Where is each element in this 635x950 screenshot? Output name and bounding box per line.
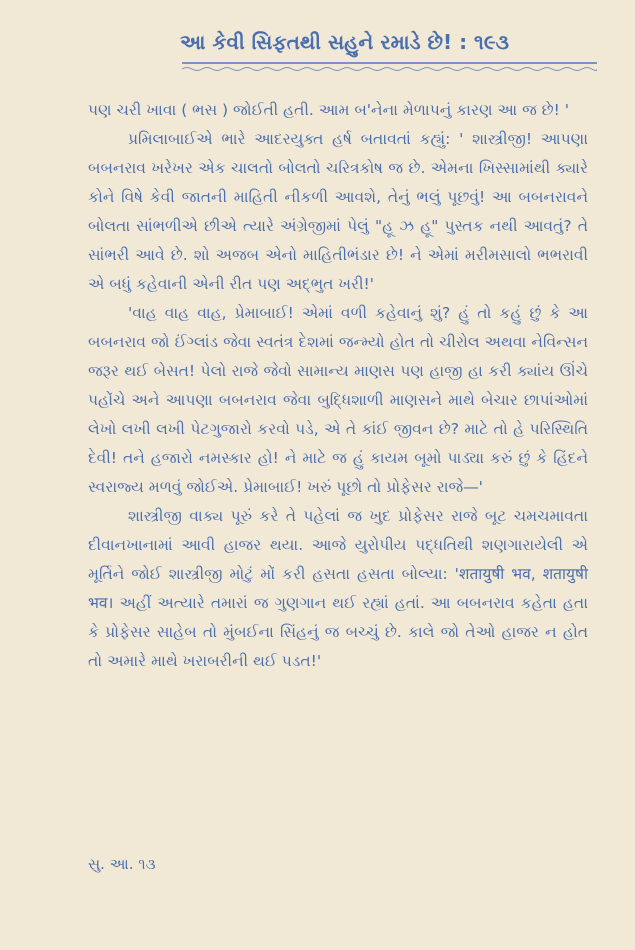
body-text: [88, 96, 588, 676]
signature-mark: સુ. આ. ૧૩: [88, 855, 156, 873]
paragraph-1: પણ ચરી ખાવા ( ભસ ) જોઈતી હતી. આમ બ'નેના મેળાપનું કારણ આ જ છે! ': [88, 101, 570, 119]
paragraph-3: 'વાહ વાહ વાહ, પ્રેમાબાઈ! એમાં વળી કહેવાનું શું? હું તો કહું છું કે આ બબનરાવ જો ઈંગ્લાંડ જેવા સ્વતંત્ર દેશમાં જન્મ્યો હોત તો ચીરોલ અથવા નેવિન્સન જરૂર થઈ બેસત! પેલો રાજે જેવો સામાન્ય માણસ પણ હાજી હા કરી ક્યાંય ઊંચે પહોંચે અને આપણા બબનરાવ જેવા બુદ્ધિશાળી માણસને માથે બેચાર છાપાંઓમાં લેખો લખી લખી પેટગુજારો કરવો પડે, એ તે કાંઈ જીવન છે? માટે તો હે પરિસ્થિતિ દેવી! તને હજારો નમસ્કાર હો! ને માટે જ હું કાયમ બૂમો પાડ્યા કરું છું કે હિંદને સ્વરાજ્ય મળવું જોઈએ. પ્રેમાબાઈ! ખરું પૂછો તો પ્રોફેસર રાજે—': [88, 304, 588, 496]
paragraph-2: પ્રમિલાબાઈએ ભારે આદરયુક્ત હર્ષ બતાવતાં કહ્યું: ' શાસ્ત્રીજી! આપણા બબનરાવ ખરેખર એક ચાલતો બોલતો ચરિત્રકોષ જ છે. એમના ખિસ્સામાંથી ક્યારે કોને વિષે કેવી જાતની માહિતી નીકળી આવશે, તેનું ભલું પૂછવું! આ બબનરાવને બોલતા સાંભળીએ છીએ ત્યારે અંગ્રેજીમાં પેલું "હૂ ઝ હૂ" પુસ્તક નથી આવતું? તે સાંભરી આવે છે. શો અજબ એનો માહિતીભંડાર છે! ને એમાં મરીમસાલો ભભરાવી એ બધું કહેવાની એની રીત પણ અદ્ભુત ખરી!': [88, 130, 588, 293]
header-wavy-rule: [182, 66, 597, 72]
paragraph-4: શાસ્ત્રીજી વાક્ય પૂરું કરે તે પહેલાં જ ખુદ પ્રોફેસર રાજે બૂટ ચમચમાવતા દીવાનખાનામાં આવી હાજર થયા. આજે યુરોપીય પદ્ધતિથી શણગારાયેલી એ મૂર્તિને જોઈ શાસ્ત્રીજી મોટું મોં કરી હસતા હસતા બોલ્યા: 'शतायुषी भव, शतायुषी भव। અહીં અત્યારે તમારાં જ ગુણગાન થઈ રહ્યાં હતાં. આ બબનરાવ કહેતા હતા કે પ્રોફેસર સાહેબ તો મુંબઈના સિંહનું જ બચ્ચું છે. કાલે જો તેઓ હાજર ન હોત તો અમારે માથે ખરાબરીની થઈ પડત!': [88, 507, 588, 670]
header-underline: [182, 62, 597, 64]
running-header: આ કેવી સિફતથી સહુને રમાડે છે! : ૧૯૩: [180, 30, 509, 54]
